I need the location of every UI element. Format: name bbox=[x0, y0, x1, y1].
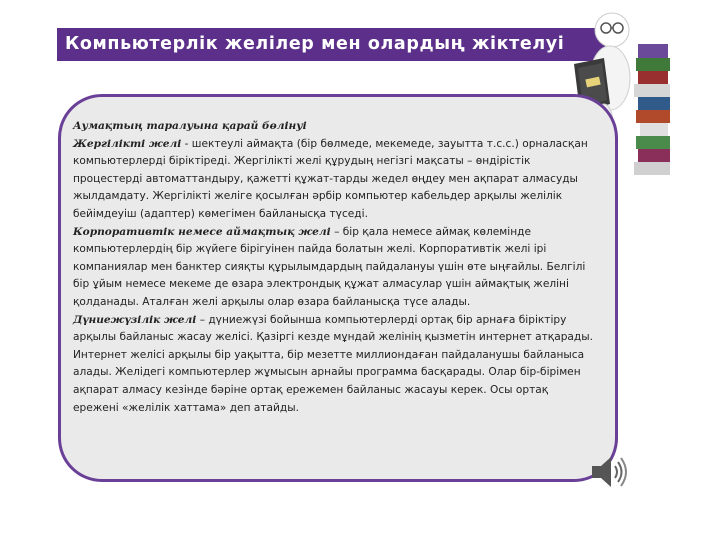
section-heading: Аумақтың таралуына қарай бөлінуі bbox=[73, 120, 307, 132]
corporate-network-term: Корпоративтік немесе аймақтық желі bbox=[73, 225, 331, 238]
corporate-network-text: – бір қала немесе аймақ көлемінде компьютерлердің бір жүйеге бірігуінен пайда болатын желі. Корпоративтік желі ірі компаниялар мен банктер сияқты құрылымдардың пайдалануы үшін өте ыңғайлы. Белгілі бір ұйым немесе мекеме де өзара электрондық құжат алмасулар үшін аймақтық желіні қолданады. Аталған желі арқылы олар өзара байланысқа түсе алады. bbox=[73, 225, 586, 308]
local-network-term: Жергілікті желі bbox=[73, 137, 182, 150]
local-network-text: - шектеулі аймақта (бір бөлмеде, мекемеде, зауытта т.с.с.) орналасқан компьютерлерді біріктіреді. Жергілікті желі құрудың негізгі мақсаты – өндірістік процестерді автоматтандыру, қажетті құжат-тарды жедел өңдеу мен ақпарат алмасуды жылдамдату. Жергілікті желіге қосылған әрбір компьютер кабельдер арқылы желілік бейімдеуіш (адаптер) көмегімен байланысқа түседі. bbox=[73, 137, 588, 220]
speaker-icon[interactable] bbox=[588, 452, 628, 492]
global-network-text: – дүниежүзі бойынша компьютерлерді ортақ бір арнаға біріктіру арқылы байланыс жасау желісі. Қазіргі кезде мұндай желінің қызметін интернет атқарады. Интернет желісі арқылы бір уақытта, бір мезетте миллиондаған пайдаланушы байланыса алады. Желідегі компьютерлер жұмысын арнайы программа басқарады. Олар бір-бірімен ақпарат алмасу кезінде бәріне ортақ ережемен байланыс жасауы керек. Осы ортақ ережені «желілік хаттама» деп атайды. bbox=[73, 313, 593, 414]
local-network-paragraph bbox=[73, 136, 593, 224]
global-network-term: Дүниежүзілік желі bbox=[73, 313, 197, 326]
slide-title: Компьютерлік желілер мен олардың жіктелуі bbox=[57, 28, 605, 61]
global-network-paragraph bbox=[73, 312, 593, 418]
corporate-network-paragraph bbox=[73, 224, 593, 312]
content-text bbox=[73, 118, 593, 417]
